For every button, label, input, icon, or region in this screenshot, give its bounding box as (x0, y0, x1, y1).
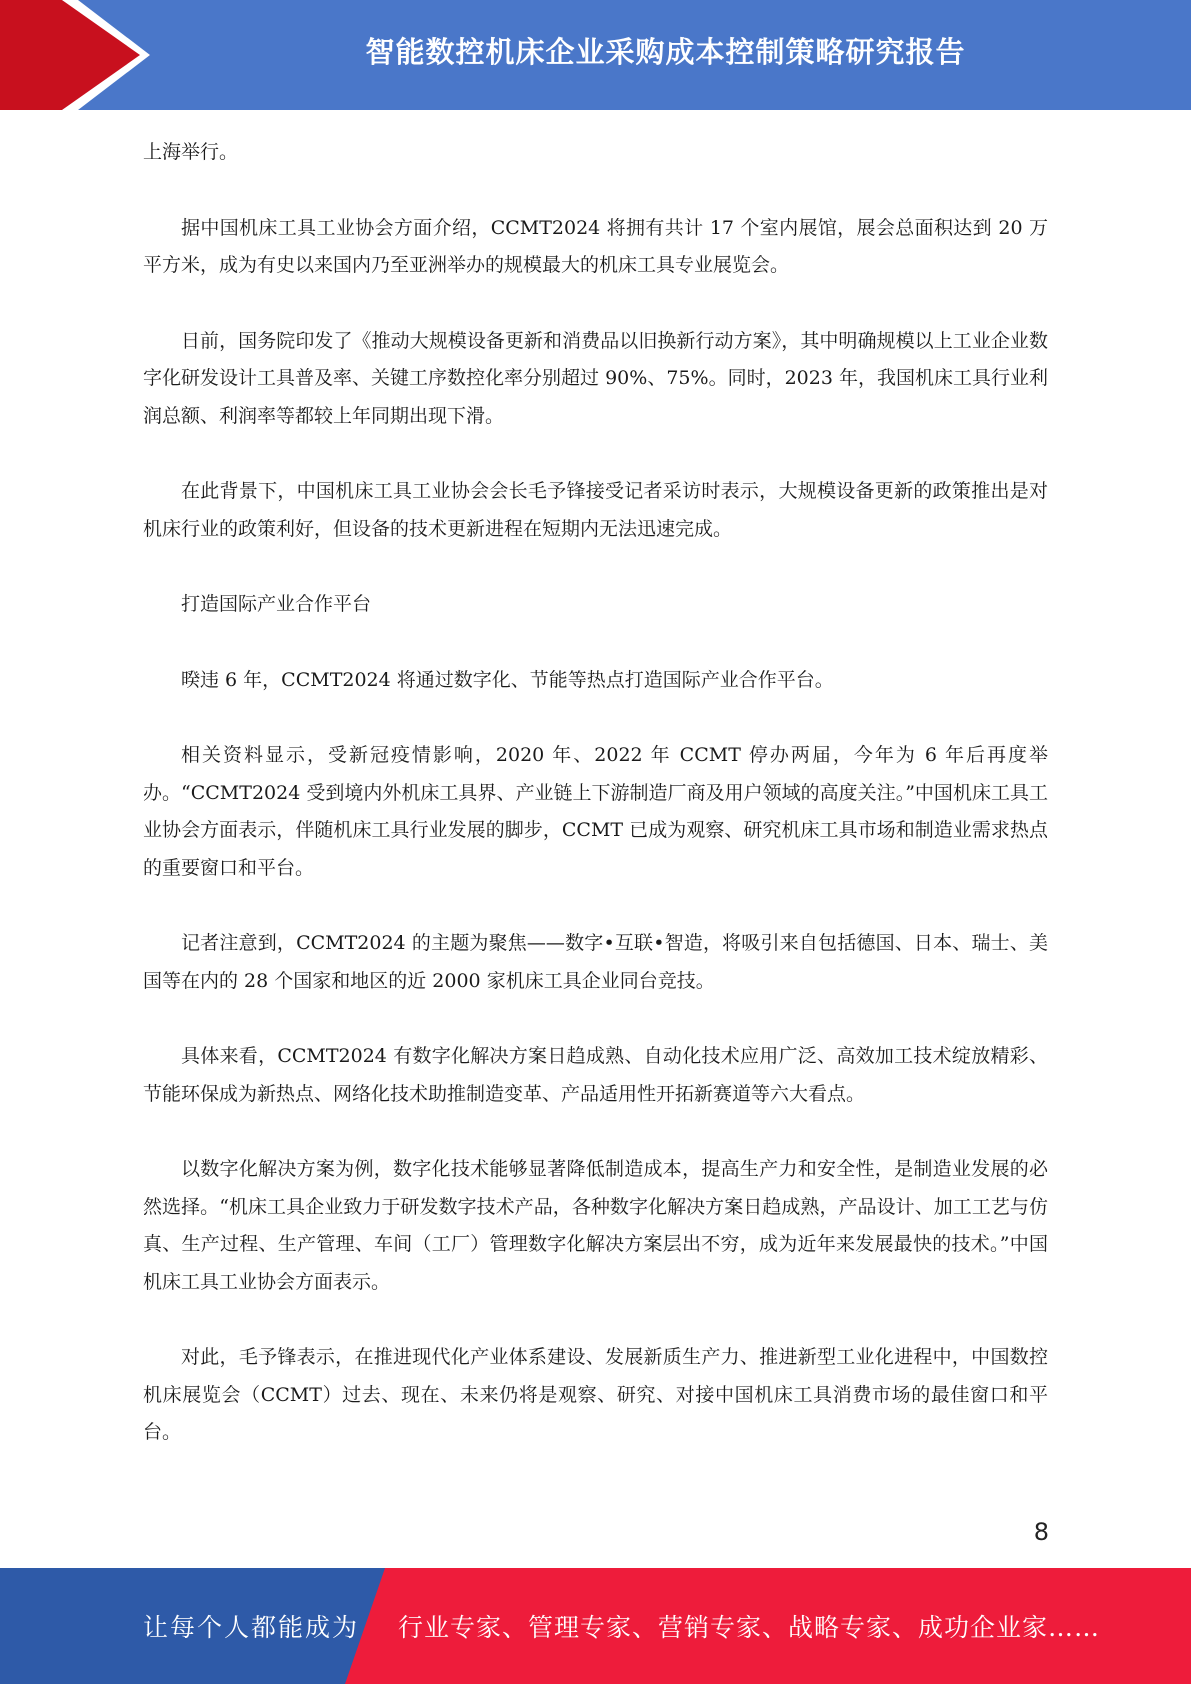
paragraph: 对此，毛予锋表示，在推进现代化产业体系建设、发展新质生产力、推进新型工业化进程中，中国数控机床展览会（CCMT）过去、现在、未来仍将是观察、研究、对接中国机床工具消费市场的最佳窗口和平台。 (143, 1346, 1048, 1443)
paragraph: 暌违 6 年，CCMT2024 将通过数字化、节能等热点打造国际产业合作平台。 (181, 668, 834, 691)
paragraph: 记者注意到，CCMT2024 的主题为聚焦——数字•互联•智造，将吸引来自包括德国、日本、瑞士、美国等在内的 28 个国家和地区的近 2000 家机床工具企业同台竞技。 (143, 932, 1048, 992)
paragraph: 日前，国务院印发了《推动大规模设备更新和消费品以旧换新行动方案》，其中明确规模以上工业企业数字化研发设计工具普及率、关键工序数控化率分别超过 90%、75%。同时，2023 年，我国机床工具行业利润总额、利润率等都较上年同期出现下滑。 (143, 329, 1048, 427)
paragraph: 据中国机床工具工业协会方面介绍，CCMT2024 将拥有共计 17 个室内展馆，展会总面积达到 20 万平方米，成为有史以来国内乃至亚洲举办的规模最大的机床工具专业展览会。 (143, 216, 1048, 276)
paragraph: 在此背景下，中国机床工具工业协会会长毛予锋接受记者采访时表示，大规模设备更新的政策推出是对机床行业的政策利好，但设备的技术更新进程在短期内无法迅速完成。 (143, 480, 1048, 540)
page-footer (0, 1568, 1191, 1684)
footer-slogan-left: 让每个人都能成为 (143, 1613, 360, 1642)
page-number: 8 (1033, 1518, 1049, 1546)
report-title: 智能数控机床企业采购成本控制策略研究报告 (365, 34, 966, 69)
article-body (143, 134, 1048, 1490)
page-header (0, 0, 1191, 110)
paragraph: 上海举行。 (143, 141, 239, 163)
paragraph: 具体来看，CCMT2024 有数字化解决方案日趋成熟、自动化技术应用广泛、高效加工技术绽放精彩、节能环保成为新热点、网络化技术助推制造变革、产品适用性开拓新赛道等六大看点。 (143, 1045, 1048, 1105)
paragraph: 相关资料显示，受新冠疫情影响，2020 年、2022 年 CCMT 停办两届，今年为 6 年后再度举办。“CCMT2024 受到境内外机床工具界、产业链上下游制造厂商及用户领域的高度关注。”中国机床工具工业协会方面表示，伴随机床工具行业发展的脚步，CCMT 已成为观察、研究机床工具市场和制造业需求热点的重要窗口和平台。 (143, 744, 1048, 879)
header-arrow-accent (0, 0, 160, 110)
paragraph: 以数字化解决方案为例，数字化技术能够显著降低制造成本，提高生产力和安全性，是制造业发展的必然选择。“机床工具企业致力于研发数字技术产品，各种数字化解决方案日趋成熟，产品设计、加工工艺与仿真、生产过程、生产管理、车间（工厂）管理数字化解决方案层出不穷，成为近年来发展最快的技术。”中国机床工具工业协会方面表示。 (143, 1158, 1048, 1293)
section-heading: 打造国际产业合作平台 (181, 593, 372, 615)
footer-slogan-right: 行业专家、管理专家、营销专家、战略专家、成功企业家…… (398, 1613, 1101, 1642)
